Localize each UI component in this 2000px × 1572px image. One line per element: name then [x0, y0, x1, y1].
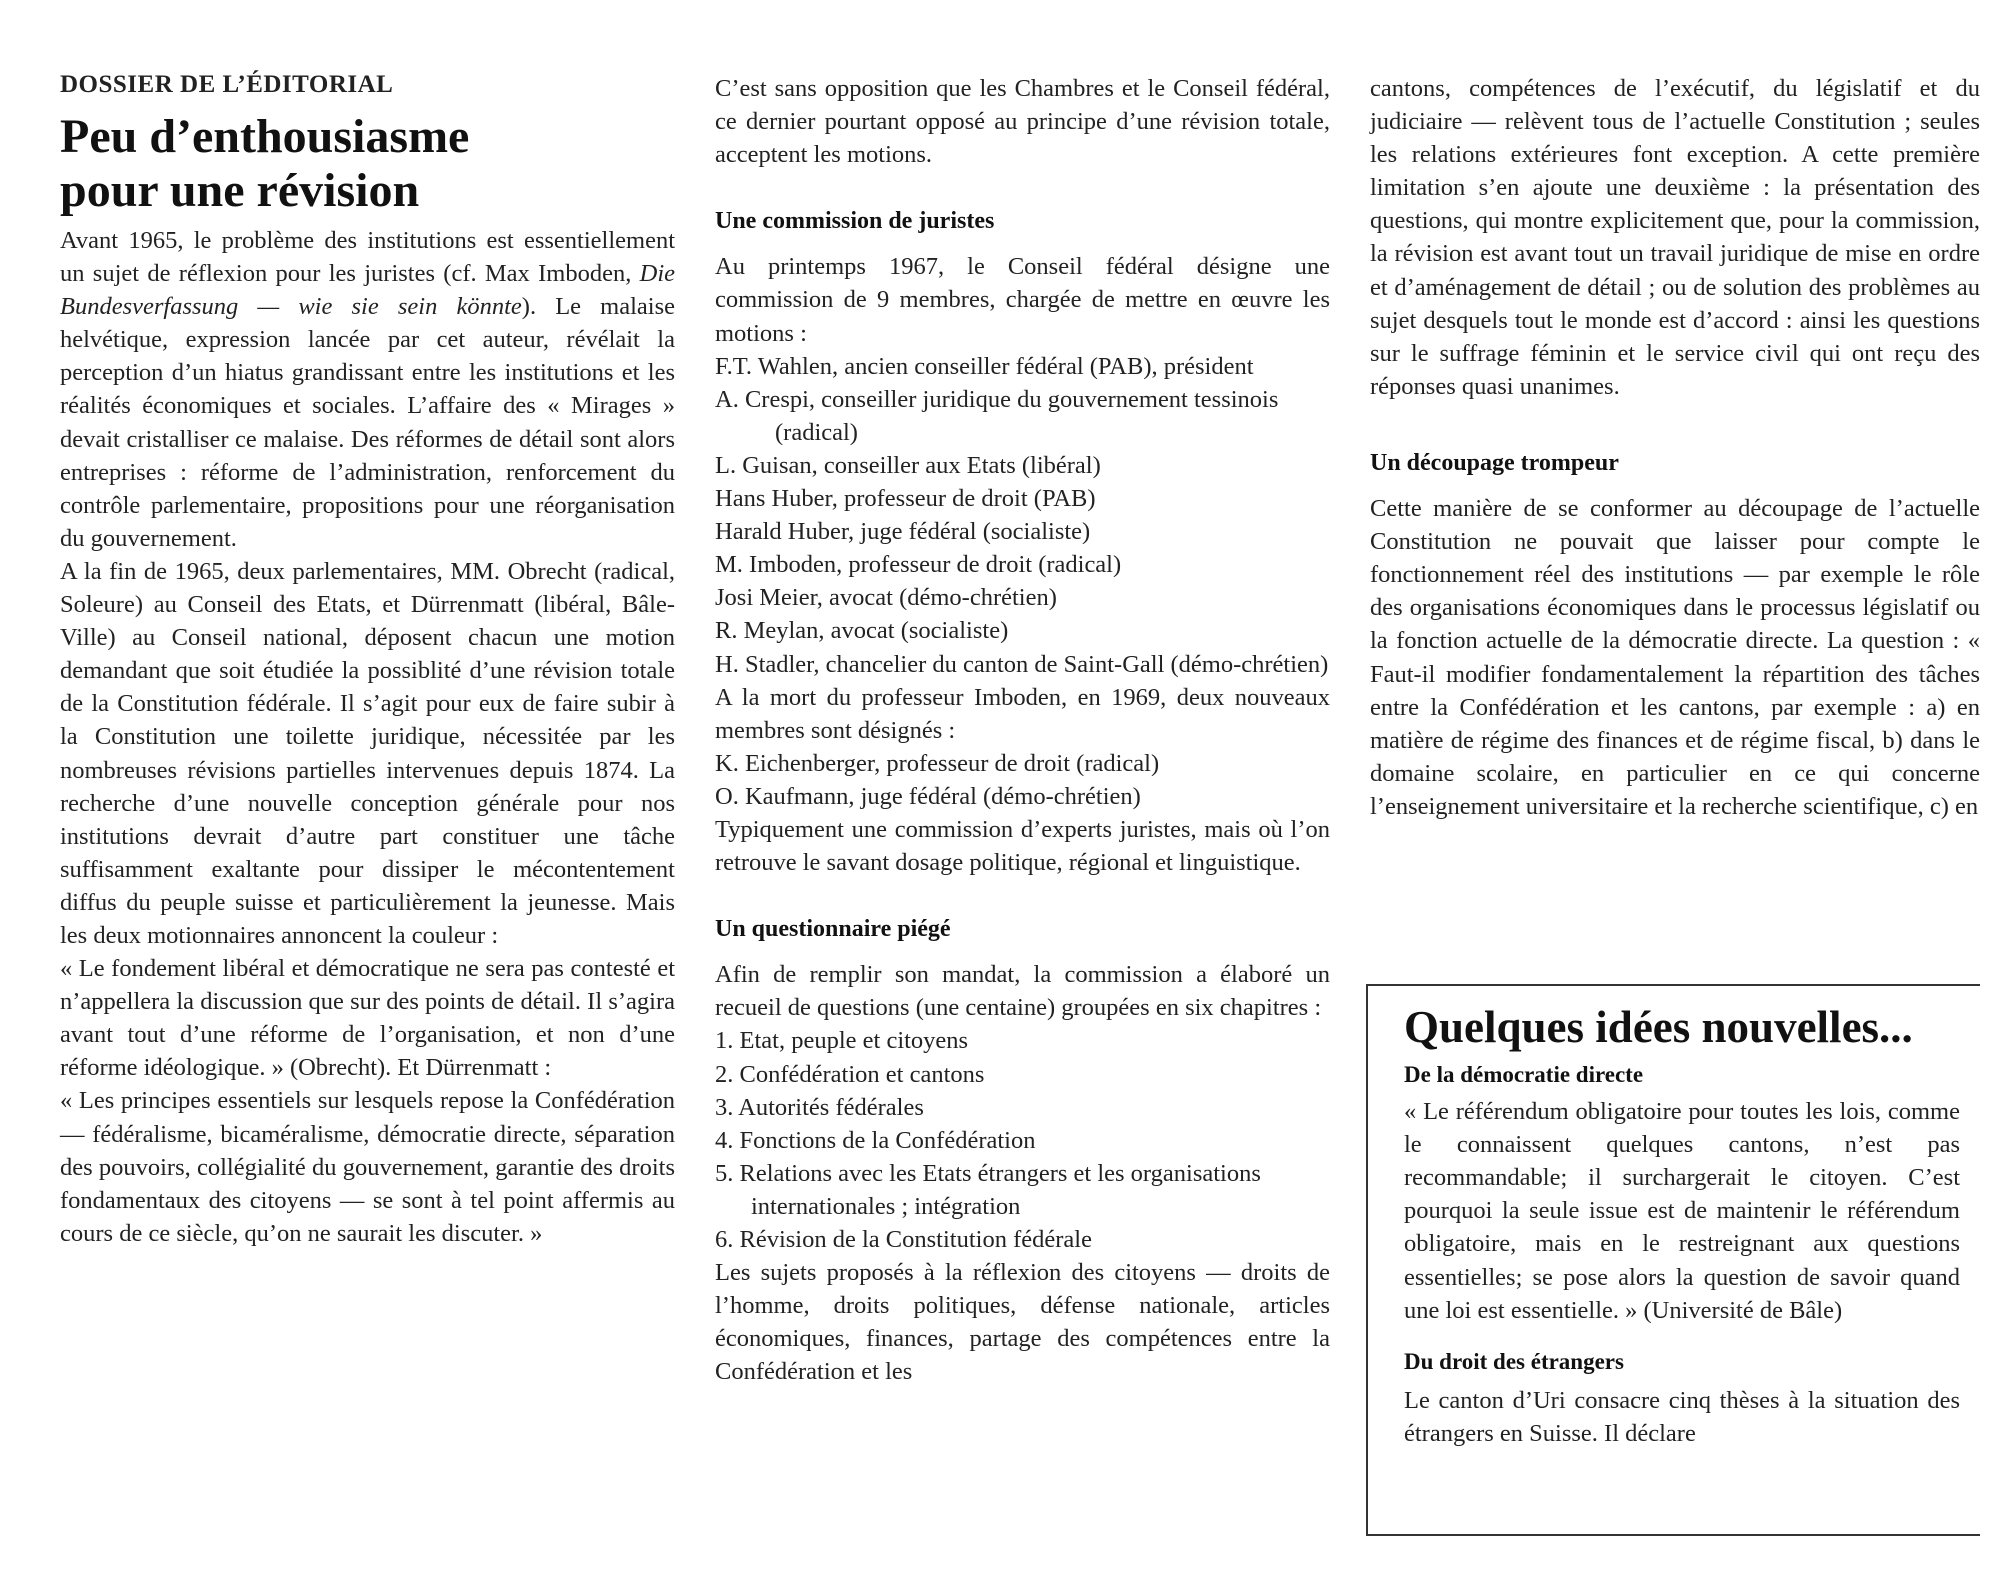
paragraph: C’est sans opposition que les Chambres et le Conseil fédéral, ce dernier pourtant opposé au principe d’une révision totale, acceptent les motions. [715, 75, 1330, 169]
box-subheading: De la démocratie directe [1404, 1062, 1644, 1087]
subheading: Un découpage trompeur [1370, 449, 1619, 476]
list-item: 2. Confédération et cantons [715, 1060, 985, 1088]
list-item: O. Kaufmann, juge fédéral (démo-chrétien) [715, 782, 1141, 810]
paragraph: cantons, compétences de l’exécutif, du législatif et du judiciaire — relèvent tous de l’actuelle Constitution ; seules les relations extérieures font exception. A cette première limitation s’en ajoute une deuxième : la présentation des questions, qui montre explicitement que, pour la commission, la révision est avant tout un travail juridique de mise en ordre et d’aménagement de détail ; ou de solution des problèmes au sujet desquels tout le monde est d’accord : ainsi les questions sur le suffrage féminin et le service civil qui ont reçu des réponses quasi unanimes. [1370, 75, 1980, 400]
section-kicker: DOSSIER DE L’ÉDITORIAL [60, 71, 394, 98]
chapters-list [715, 1024, 1330, 1256]
paragraph: Au printemps 1967, le Conseil fédéral désigne une commission de 9 membres, chargée de mettre en œuvre les motions : [715, 253, 1330, 347]
list-item: H. Stadler, chancelier du canton de Saint-Gall (démo-chrétien) [715, 650, 1329, 678]
list-item: L. Guisan, conseiller aux Etats (libéral) [715, 451, 1101, 479]
list-item: A. Crespi, conseiller juridique du gouvernement tessinois (radical) [715, 385, 1279, 446]
text-run: ). Le malaise helvétique, expression lancée par cet auteur, révélait la perception d’un hiatus grandissant entre les institutions et les réalités économiques et sociales. L’affaire des « Mirages » devait cristalliser ce malaise. Des réformes de détail sont alors entreprises : réforme de l’administration, renforcement du contrôle parlementaire, propositions pour une réorganisation du gouvernement. [60, 293, 676, 552]
paragraph: A la mort du professeur Imboden, en 1969, deux nouveaux membres sont désignés : [715, 683, 1330, 744]
list-item: 6. Révision de la Constitution fédérale [715, 1226, 1092, 1253]
list-item: Harald Huber, juge fédéral (socialiste) [715, 518, 1091, 546]
column-3 [1370, 72, 1980, 823]
article-title-line-2: pour une révision [60, 164, 420, 217]
list-item: R. Meylan, avocat (socialiste) [715, 617, 1009, 645]
book-title: Die Bundesverfassung — wie sie sein könnte [60, 260, 675, 321]
sidebar-box [1366, 984, 1980, 1536]
paragraph: Typiquement une commission d’experts juristes, mais où l’on retrouve le savant dosage politique, régional et linguistique. [715, 815, 1330, 877]
list-item: Hans Huber, professeur de droit (PAB) [715, 485, 1096, 513]
paragraph: Les sujets proposés à la réflexion des citoyens — droits de l’homme, droits politiques, défense nationale, articles économiques, finances, partage des compétences entre la Confédération et les [715, 1259, 1330, 1386]
column-2 [715, 72, 1330, 1388]
box-subheading: Du droit des étrangers [1404, 1348, 1624, 1374]
paragraph: Afin de remplir son mandat, la commission a élaboré un recueil de questions (une centaine) groupées en six chapitres : [715, 961, 1330, 1022]
subheading: Un questionnaire piégé [715, 916, 951, 943]
subheading: Une commission de juristes [715, 208, 995, 235]
quote-obrecht: « Le fondement libéral et démocratique ne sera pas contesté et n’appellera la discussion que sur des points de détail. Il s’agira avant tout d’une réforme de l’organisation, et non d’une réforme idéologique. » (Obrecht). Et Dürrenmatt : [60, 955, 675, 1082]
quote-durrenmatt: « Les principes essentiels sur lesquels repose la Confédération — fédéralisme, bicaméralisme, démocratie directe, séparation des pouvoirs, collégialité du gouvernement, garantie des droits fondamentaux des citoyens — se sont à tel point affermis au cours de ce siècle, qu’on ne saurait les discuter. » [60, 1087, 675, 1247]
paragraph: Cette manière de se conformer au découpage de l’actuelle Constitution ne pouvait que laisser pour compte le fonctionnement réel des institutions — par exemple le rôle des organisations économiques dans le processus législatif ou la fonction actuelle de la démocratie directe. La question : « Faut-il modifier fondamentalement la répartition des tâches entre la Confédération et les cantons, par exemple : a) en matière de régime des finances et de régime fiscal, b) dans le domaine scolaire, en particulier en ce qui concerne l’enseignement universitaire et la recherche scientifique, c) en [1370, 495, 1980, 820]
list-item: K. Eichenberger, professeur de droit (radical) [715, 749, 1160, 777]
list-item: 3. Autorités fédérales [715, 1093, 924, 1121]
list-item: Josi Meier, avocat (démo-chrétien) [715, 584, 1057, 612]
box-title: Quelques idées nouvelles... [1404, 1002, 1913, 1052]
list-item: 4. Fonctions de la Confédération [715, 1126, 1036, 1154]
box-paragraph: « Le référendum obligatoire pour toutes les lois, comme le connaissent quelques cantons, n’est pas recommandable; il surchargerait le citoyen. C’est pourquoi la seule issue est de maintenir le référendum obligatoire, mais en le restreignant aux questions essentielles; se pose alors la question de savoir quand une loi est essentielle. » (Université de Bâle) [1404, 1098, 1960, 1324]
commission-members-list [715, 350, 1330, 681]
column-1 [60, 70, 675, 1250]
text-run: Avant 1965, le problème des institutions est essentiellement un sujet de réflexion pour les juristes (cf. Max Imboden, [60, 227, 675, 288]
box-paragraph: Le canton d’Uri consacre cinq thèses à la situation des étrangers en Suisse. Il déclare [1404, 1386, 1960, 1447]
paragraph: A la fin de 1965, deux parlementaires, MM. Obrecht (radical, Soleure) au Conseil des Etats, et Dürrenmatt (libéral, Bâle-Ville) au Conseil national, déposent chacun une motion demandant que soit étudiée la possiblité d’une révision totale de la Constitution fédérale. Il s’agit pour eux de faire subir à la Constitution une toilette juridique, nécessitée par les nombreuses révisions partielles intervenues depuis 1874. La recherche d’une nouvelle conception générale pour nos institutions devrait d’autre part constituer une tâche suffisamment exaltante pour dissiper le mécontentement diffus du peuple suisse et particulièrement la jeunesse. Mais les deux motionnaires annoncent la couleur : [60, 557, 675, 949]
article-title [60, 110, 675, 218]
list-item: 5. Relations avec les Etats étrangers et les organisations internationales ; intégration [715, 1159, 1261, 1220]
list-item: M. Imboden, professeur de droit (radical) [715, 551, 1122, 579]
new-members-list [715, 747, 1330, 813]
paragraph [60, 224, 675, 555]
list-item: 1. Etat, peuple et citoyens [715, 1027, 969, 1055]
article-title-line-1: Peu d’enthousiasme [60, 110, 470, 163]
list-item: F.T. Wahlen, ancien conseiller fédéral (PAB), président [715, 352, 1254, 380]
